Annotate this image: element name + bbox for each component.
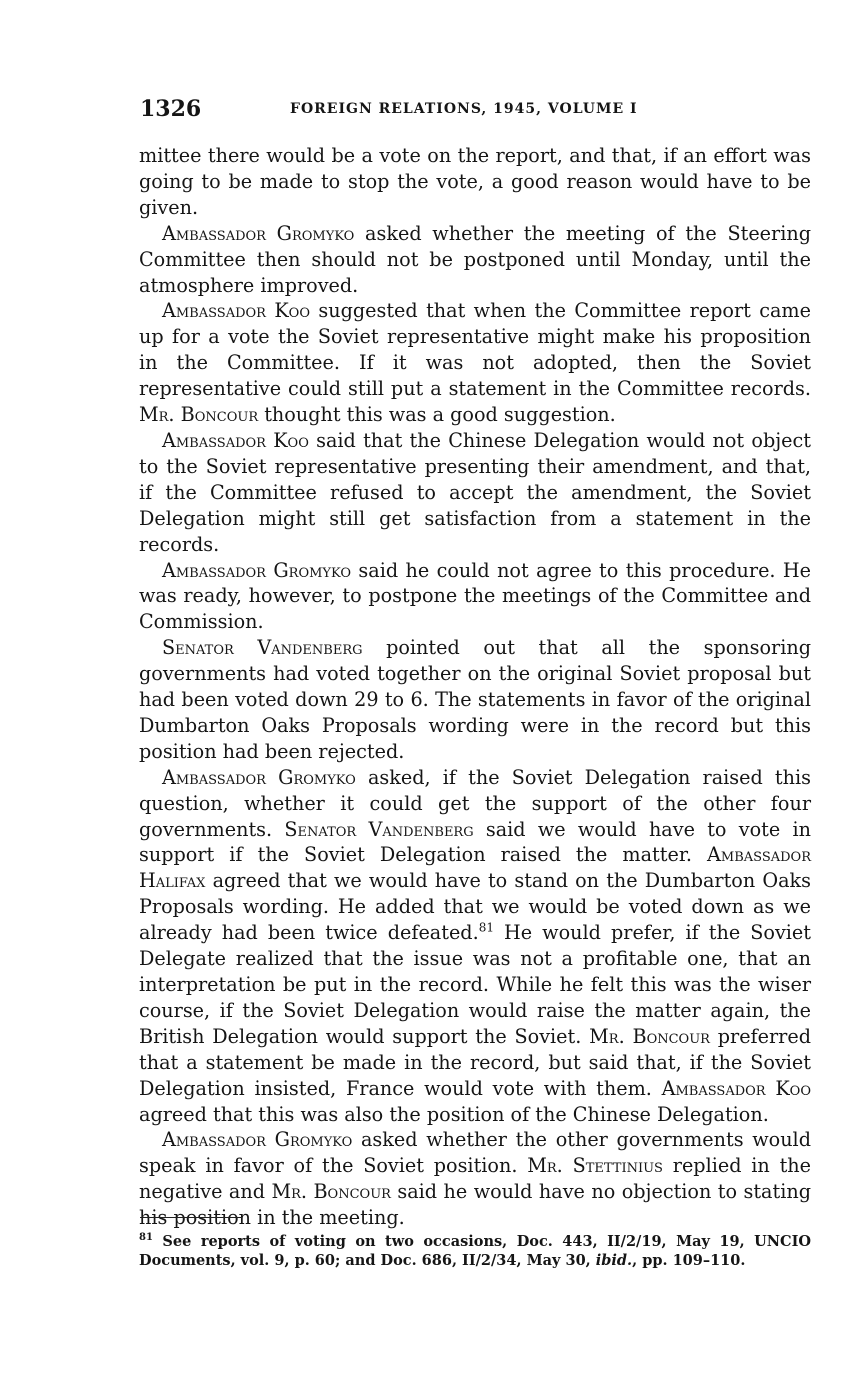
- footnote-reference[interactable]: 81: [478, 920, 494, 935]
- paragraph: [139, 143, 811, 221]
- running-title: FOREIGN RELATIONS, 1945, VOLUME I: [290, 101, 638, 117]
- text-run: replied in the negative and: [139, 1154, 812, 1204]
- footnote-marker: 81: [139, 1232, 153, 1243]
- text-run: preferred that a statement be made in the record, but said that, if the Soviet Delegation insisted, France would vote with them.: [139, 1024, 811, 1100]
- text-run: said that the Chinese Delegation would not object to the Soviet representative presenting their amendment, and that, if the Committee refused to accept the amendment, the Soviet Delegation might still get satisfaction from a statement in the records.: [139, 428, 811, 556]
- text-run: asked whether the other governments would speak in favor of the Soviet position.: [139, 1128, 811, 1178]
- speaker-name: Senator Vandenberg: [284, 817, 474, 841]
- speaker-name: Mr. Stettinius: [527, 1154, 663, 1178]
- text-run: He would prefer, if the Soviet Delegate realized that the issue was not a profitable one, that an interpretation be put in the record. While he felt this was the wiser course, if the Soviet Delegation would raise the matter again, the British Delegation would support the Soviet.: [139, 921, 811, 1048]
- speaker-name: Ambassador Koo: [162, 428, 309, 452]
- speaker-name: Ambassador Halifax: [139, 843, 811, 893]
- paragraph: [139, 298, 811, 428]
- page-number: 1326: [140, 96, 202, 122]
- speaker-name: Senator Vandenberg: [162, 636, 363, 660]
- paragraph: [139, 1127, 811, 1231]
- text-run: agreed that we would have to stand on the Dumbarton Oaks Proposals wording. He added that we would be voted down as we already had been twice defeated.: [139, 869, 811, 945]
- text-run: pointed out that all the sponsoring governments had voted together on the original Soviet proposal but had been voted down 29 to 6. The statements in favor of the original Dumbarton Oaks Proposals wording were in the record but this position had been rejected.: [139, 636, 812, 763]
- text-run: said we would have to vote in support if the Soviet Delegation raised the matter.: [139, 817, 811, 867]
- text-run: asked, if the Soviet Delegation raised this question, whether it could get the support of the other four governments.: [139, 765, 811, 841]
- paragraph: [139, 558, 811, 636]
- footnote-text: See reports of voting on two occasions, Doc. 443, II/2/19, May 19, UNCIO Documents, vol. 9, p. 60; and Doc. 686, II/2/34, May 30,: [139, 1232, 811, 1269]
- paragraph: [139, 635, 811, 765]
- speaker-name: Ambassador Gromyko: [162, 558, 352, 582]
- text-run: thought this was a good suggestion.: [258, 403, 616, 427]
- speaker-name: Mr. Boncour: [139, 403, 259, 427]
- speaker-name: Ambassador Gromyko: [162, 765, 356, 789]
- footnote: [139, 1228, 811, 1270]
- body-text: [139, 143, 811, 1231]
- speaker-name: Ambassador Koo: [162, 299, 310, 323]
- speaker-name: Mr. Boncour: [271, 1180, 391, 1204]
- text-run: asked whether the meeting of the Steering Committee then should not be postponed until Monday, until the atmosphere improved.: [139, 221, 811, 297]
- footnote-divider: [140, 1217, 242, 1218]
- speaker-name: Mr. Boncour: [589, 1024, 710, 1048]
- paragraph: [139, 428, 811, 558]
- text-run: said he could not agree to this procedure. He was ready, however, to postpone the meetings of the Committee and Commission.: [139, 558, 811, 634]
- speaker-name: Ambassador Gromyko: [162, 1128, 353, 1152]
- running-header: [140, 96, 810, 124]
- text-run: said he would have no objection to stating his position in the meeting.: [139, 1180, 811, 1230]
- paragraph: [139, 221, 811, 299]
- text-run: suggested that when the Committee report came up for a vote the Soviet representative might make his proposition in the Committee. If it was not adopted, then the Soviet representative could still put a statement in the Committee records.: [139, 299, 811, 401]
- speaker-name: Ambassador Koo: [661, 1076, 811, 1100]
- speaker-name: Ambassador Gromyko: [162, 221, 355, 245]
- text-run: mittee there would be a vote on the report, and that, if an effort was going to be made to stop the vote, a good reason would have to be given.: [139, 144, 811, 219]
- footnote-text: , pp. 109–110.: [632, 1251, 746, 1269]
- paragraph: [139, 765, 811, 1128]
- footnote-ibid: ibid.: [595, 1251, 633, 1269]
- text-run: agreed that this was also the position of the Chinese Delegation.: [139, 1102, 769, 1126]
